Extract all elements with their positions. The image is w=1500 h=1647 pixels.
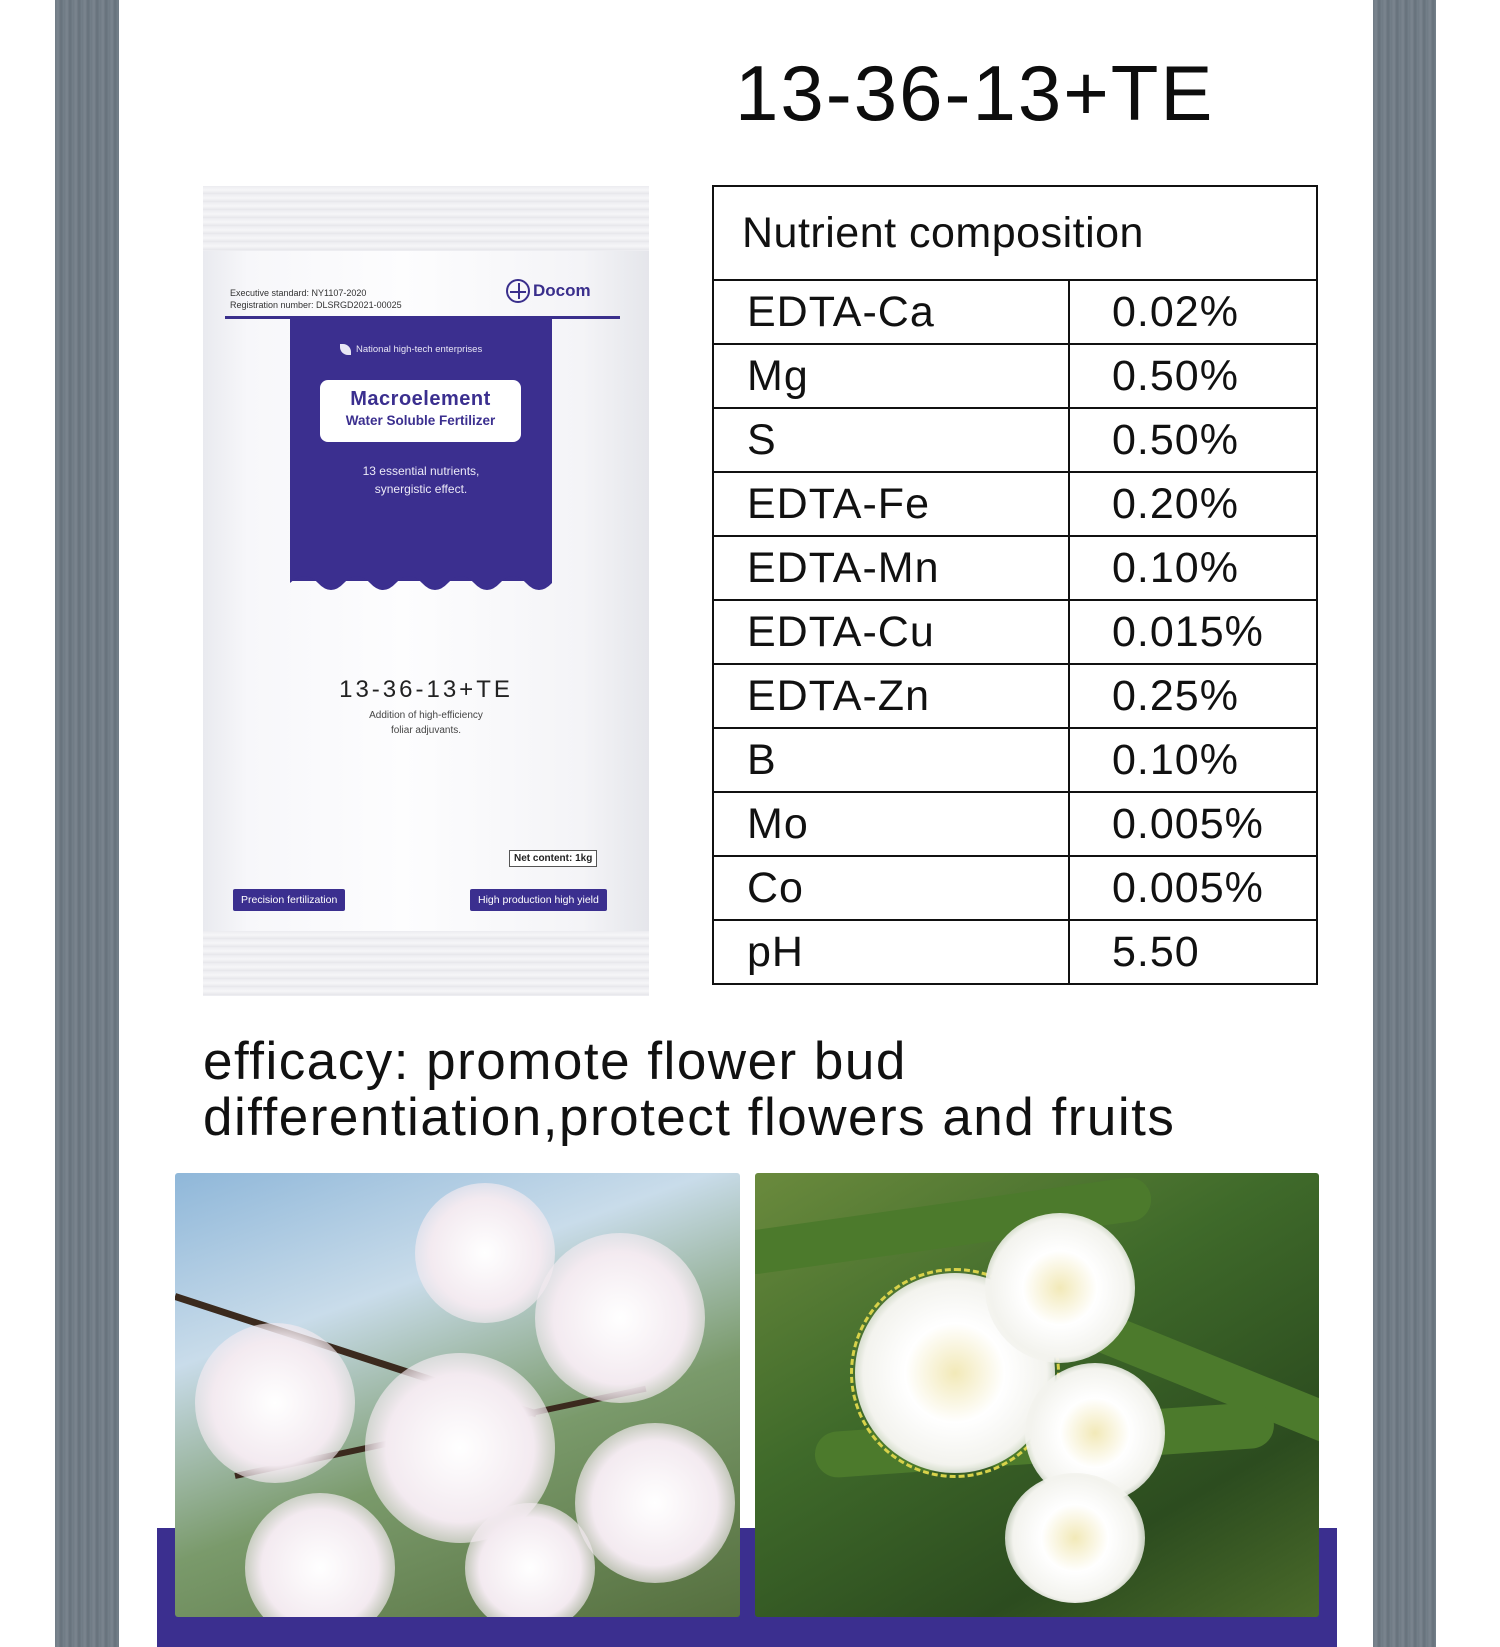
nutrient-table [712, 185, 1318, 985]
table-row [713, 536, 1317, 600]
nutrient-value: 0.02% [1069, 280, 1317, 344]
blossom-cluster [465, 1503, 595, 1617]
blossom-cluster [415, 1183, 555, 1323]
bag-top-seal [203, 186, 649, 251]
bag-sub-line1: Addition of high-efficiency [369, 710, 483, 721]
brand-logo [506, 279, 591, 303]
blossom-cluster [195, 1323, 355, 1483]
apple-blossom-photo [175, 1173, 740, 1617]
table-row [713, 600, 1317, 664]
table-row [713, 344, 1317, 408]
panel-wave-edge [290, 569, 552, 599]
nutrient-name: EDTA-Mn [713, 536, 1069, 600]
table-header: Nutrient composition [713, 186, 1317, 280]
bag-description [290, 462, 552, 498]
nutrient-name: Mo [713, 792, 1069, 856]
nutrient-value: 0.015% [1069, 600, 1317, 664]
table-header-row [713, 186, 1317, 280]
nutrient-value: 0.50% [1069, 408, 1317, 472]
nutrient-value: 0.25% [1069, 664, 1317, 728]
nutrient-value: 5.50 [1069, 920, 1317, 984]
docom-logo-icon [506, 279, 530, 303]
bag-sub-line2: foliar adjuvants. [390, 725, 462, 736]
registration-number: Registration number: DLSRGD2021-00025 [230, 300, 402, 310]
hi-tech-text: National high-tech enterprises [356, 344, 483, 355]
precision-fertilization-badge: Precision fertilization [233, 889, 345, 911]
nutrient-name: B [713, 728, 1069, 792]
nutrient-value: 0.10% [1069, 536, 1317, 600]
product-bag-image [203, 186, 649, 996]
nutrient-value: 0.50% [1069, 344, 1317, 408]
dragon-fruit-flower-photo [755, 1173, 1319, 1617]
table-row [713, 664, 1317, 728]
executive-standard: Executive standard: NY1107-2020 [230, 288, 367, 298]
bag-desc-line2: synergistic effect. [374, 482, 468, 496]
nutrient-value: 0.10% [1069, 728, 1317, 792]
bag-title-line1: Macroelement [350, 388, 491, 410]
white-flower [985, 1213, 1135, 1363]
nutrient-name: Co [713, 856, 1069, 920]
nutrient-name: Mg [713, 344, 1069, 408]
bag-adjuvant-text [203, 708, 649, 738]
efficacy-line1: efficacy: promote flower bud [203, 1032, 907, 1091]
bag-desc-line1: 13 essential nutrients, [362, 464, 480, 478]
efficacy-statement [203, 1034, 1175, 1146]
nutrient-name: S [713, 408, 1069, 472]
white-flower [1005, 1473, 1145, 1603]
bag-registration-info [230, 287, 402, 311]
table-row [713, 280, 1317, 344]
brand-name: Docom [533, 281, 591, 300]
high-yield-badge: High production high yield [470, 889, 607, 911]
left-frame-border [55, 0, 119, 1647]
product-formula-title: 13-36-13+TE [735, 49, 1215, 137]
nutrient-name: EDTA-Fe [713, 472, 1069, 536]
right-frame-border [1373, 0, 1436, 1647]
nutrient-name: EDTA-Ca [713, 280, 1069, 344]
nutrient-name: EDTA-Zn [713, 664, 1069, 728]
table-row [713, 920, 1317, 984]
nutrient-value: 0.005% [1069, 856, 1317, 920]
table-row [713, 856, 1317, 920]
blossom-cluster [575, 1423, 735, 1583]
bag-purple-panel [290, 317, 552, 581]
nutrient-value: 0.20% [1069, 472, 1317, 536]
nutrient-name: EDTA-Cu [713, 600, 1069, 664]
bag-formula: 13-36-13+TE [339, 676, 513, 703]
efficacy-line2: differentiation,protect flowers and fruits [203, 1088, 1176, 1147]
blossom-cluster [535, 1233, 705, 1403]
table-row [713, 408, 1317, 472]
net-content-badge: Net content: 1kg [509, 850, 597, 867]
table-row [713, 792, 1317, 856]
bag-title-line2: Water Soluble Fertilizer [345, 413, 496, 428]
table-row [713, 472, 1317, 536]
hi-tech-label [340, 344, 482, 355]
blossom-cluster [245, 1493, 395, 1617]
leaf-icon [340, 344, 351, 355]
bag-title-box [320, 380, 521, 442]
bag-bottom-seal [203, 931, 649, 996]
nutrient-name: pH [713, 920, 1069, 984]
nutrient-value: 0.005% [1069, 792, 1317, 856]
table-row [713, 728, 1317, 792]
